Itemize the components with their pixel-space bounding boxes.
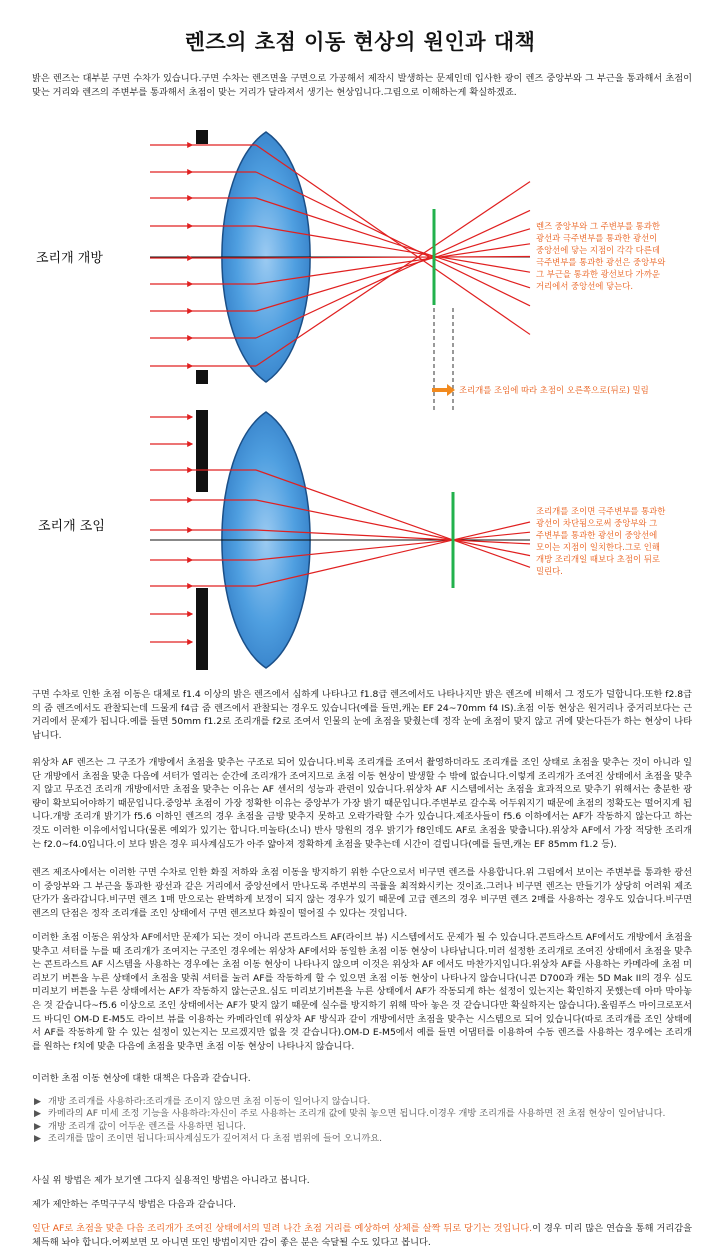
svg-text:광선과 극주변부를 통과한 광선이: 광선과 극주변부를 통과한 광선이 xyxy=(536,233,658,243)
remedy-list xyxy=(32,1096,692,1146)
list-item: ▶ 개방 조리개 값이 어두운 렌즈를 사용하면 됩니다. xyxy=(34,1120,246,1132)
paragraph-4: 이러한 초점 이동은 위상차 AF에서만 문제가 되는 것이 아니라 콘트라스트 AF(라이브 뷰) 시스템에서도 문제가 될 수 있습니다.콘트라스트 AF에서도 개방에서 초점을 맞추고 셔터를 누를 때 조리개가 조여지는 구조인 경우에는 위상차 AF에서와 동일한 초점 이동 현상이 나타납니다.미러 설정한 조리개로 조여진 상태에서 초점을 맞추는 콘트라스트 AF 시스템을 사용하는 경우에는 초점 이동 현상이 나타나지 않으며 이것은 위상차 AF 에서도 마찬가지입니다.위상차 AF를 사용하는 카메라에 초점 미리보기 버튼을 누른 상태에서 초점을 맞춰 셔터를 눌러 AF를 작동하게 할 수 있으면 초점 이동 현상이 나타나지 않습니다(니콘 D700과 캐논 5D Mak II의 경우 심도 미리보기 버튼을 누른 상태에서는 AF가 작동하지 않는군요.심도 미리보기버튼을 누른 상태에서 AF가 작동되게 하는 설정이 있는지는 확인하지 못했는데 아마 막아놓은 것 같습니다~f5.6 이상으로 조인 상태에서는 AF가 맞지 않기 때문에 실수를 방지하기 위해 막아 놓은 것 같습니다만 확실하지는 않습니다).올림푸스 마이크로포서드 바디인 OM-D E-M5도 라이브 뷰를 이용하는 카메라인데 위상차 AF 방식과 같이 개방에서만 초점을 맞추는 시스템으로 되어 있습니다(따로 조리개를 조인 상태에서 AF를 작동하게 할 수 있는 설정이 있는지는 모르겠지만 없을 것 같습니다).OM-D E-M5에서 예를 들면 어댑터를 이용하여 수동 렌즈를 사용하는 경우에는 조리개를 원하는 f치에 맞춘 다음에 초점을 맞추면 초점 이동 현상이 나타나지 않습니다. xyxy=(32,932,692,1052)
shift-arrow-head xyxy=(447,384,455,396)
paragraph-3: 렌즈 제조사에서는 이러한 구면 수차로 인한 화질 저하와 초점 이동을 방지하기 위한 수단으로서 비구면 렌즈를 사용합니다.위 그림에서 보이는 주변부를 통과한 광선이 중앙부와 그 부근을 통과한 광선과 같은 거리에서 중앙선에서 만나도록 주변부의 곡률을 최적화시키는 것이죠.그러나 비구면 렌즈는 만들기가 상당히 어려워 제조 단가가 올라갑니다.비구면 렌즈 1매 만으로는 완벽하게 보정이 되지 않는 경우가 있기 때문에 고급 렌즈의 경우 비구면 렌즈 2매를 사용하는 경우도 있습니다.비구면 렌즈의 단점은 정작 조리개를 조인 상태에서 구면 렌즈보다 화질이 떨어질 수 있다는 것입니다. xyxy=(32,867,692,919)
triangle-bullet-icon: ▶ xyxy=(34,1120,42,1132)
aperture-blade xyxy=(196,588,208,670)
aperture-open-diagram xyxy=(150,130,530,384)
open-label: 조리개 개방 xyxy=(36,251,103,266)
aperture-blade xyxy=(196,130,208,144)
page-title: 렌즈의 초점 이동 현상의 원인과 대책 xyxy=(184,30,536,54)
svg-text:렌즈 중앙부와 그 주변부를 통과한: 렌즈 중앙부와 그 주변부를 통과한 xyxy=(536,221,660,231)
shift-note: 조리개를 조임에 따라 초점이 오른쪽으로(뒤로) 밀림 xyxy=(459,385,649,395)
list-item: ▶ 조리개를 많이 조이면 됩니다:피사계심도가 깊어져서 다 초점 범위에 들어 오니까요. xyxy=(34,1133,383,1145)
intro-paragraph: 밝은 렌즈는 대부분 구면 수차가 있습니다.구면 수차는 렌즈면을 구면으로 가공해서 제작시 발생하는 문제인데 입사한 광이 렌즈 중앙부와 그 부근을 통과해서 초점이 맞는 거리와 렌즈의 주변부를 통과해서 초점이 맞는 거리가 달라져서 생기는 현상입니다.그림으로 이해하는게 확실하겠죠. xyxy=(32,73,692,98)
paragraph-2: 위상차 AF 렌즈는 그 구조가 개방에서 초점을 맞추는 구조로 되어 있습니다.비록 조리개를 조여서 촬영하더라도 조리개를 조인 상태로 초점을 맞추는 것이 아니라 일단 개방에서 초점을 맞춘 다음에 셔터가 열리는 순간에 조리개가 조여지므로 초점 이동 현상이 발생할 수 밖에 없습니다.이렇게 조리개가 조여진 상태에서 초점을 맞추지 않고 무조건 조리개 개방에서만 초점을 맞추는 이유는 AF 센서의 성능과 관련이 있습니다.위상차 AF 시스템에서는 초점을 효과적으로 맞추기 위해서는 충분한 광량이 확보되어야하기 때문입니다.중앙부 초점이 가장 정확한 이유는 중앙부가 가장 밝기 때문입니다.주변부로 갈수록 어두워지기 때문에 초점의 정확도는 떨어지게 됩니다.개방 조리개 밝기가 f5.6 이하인 렌즈의 경우 초점을 금방 맞추지 못하고 오락가락할 수가 있습니다.제조사들이 f5.6 이하에서는 AF가 작동하지 않는다고 하는 것도 이러한 이유에서입니다(물론 예외가 있기는 합니다.미놀타(소니) 반사 망원의 경우 밝기가 f8인데도 AF로 초점을 맞춥니다).위상차 AF에서 가장 적당한 조리개는 f2.0~f4.0입니다.이 보다 밝은 경우 피사계심도가 아주 얇아져 정확하게 초점을 맞추는데 시간이 걸립니다(예를 들면,캐논 EF 85mm f1.2 등). xyxy=(32,757,692,850)
closed-note xyxy=(536,506,666,576)
svg-text:개방 조리개일 때보다 초점이 뒤로: 개방 조리개일 때보다 초점이 뒤로 xyxy=(536,554,660,564)
aperture-blade xyxy=(196,410,208,492)
final-highlight: 일단 AF로 초점을 맞춘 다음 조리개가 조여진 상태에서의 밀려 나간 초점 거리를 예상하여 상체를 살짝 뒤로 당기는 것입니다. xyxy=(32,1223,533,1234)
triangle-bullet-icon: ▶ xyxy=(34,1108,42,1120)
svg-text:주변부를 통과한 광선이 중앙선에: 주변부를 통과한 광선이 중앙선에 xyxy=(536,530,658,540)
triangle-bullet-icon: ▶ xyxy=(34,1096,42,1107)
list-item: ▶ 카메라의 AF 미세 조정 기능을 사용하라:자신이 주로 사용하는 조리개 값에 맞춰 놓으면 됩니다.이경우 개방 조리개를 사용하면 전 초점 현상이 일어납니다. xyxy=(34,1108,666,1120)
svg-text:조리개를 조이면 극주변부를 통과한: 조리개를 조이면 극주변부를 통과한 xyxy=(536,506,666,516)
aperture-blade xyxy=(196,370,208,384)
final-rest: 이 경우 미리 많은 연습을 통해 거리감을 체득해 놔야 합니다.어찌보면 모 아니면 또인 방법이지만 감이 좋은 분은 숙달될 수도 있다고 봅니다. xyxy=(32,1223,692,1248)
outro-2: 제가 제안하는 주먹구구식 방법은 다음과 같습니다. xyxy=(32,1199,236,1210)
svg-text:밀린다.: 밀린다. xyxy=(536,566,563,576)
triangle-bullet-icon: ▶ xyxy=(34,1133,42,1145)
closed-label: 조리개 조임 xyxy=(38,519,105,534)
final-paragraph xyxy=(32,1222,692,1249)
list-item: ▶ 개방 조리개를 사용하라:조리개를 조이지 않으면 초점 이동이 일어나지 않습니다. xyxy=(34,1096,371,1107)
svg-text:광선이 차단됨으로써 중앙부와 그: 광선이 차단됨으로써 중앙부와 그 xyxy=(536,518,658,528)
svg-text:중앙선에 닿는 지점이 각각 다른데: 중앙선에 닿는 지점이 각각 다른데 xyxy=(536,245,660,255)
svg-text:거리에서 중앙선에 닿는다.: 거리에서 중앙선에 닿는다. xyxy=(536,281,633,291)
aperture-closed-diagram xyxy=(150,410,530,670)
paragraph-1: 구면 수차로 인한 초점 이동은 대체로 f1.4 이상의 밝은 렌즈에서 심하게 나타나고 f1.8급 렌즈에서도 나타나지만 밝은 렌즈에 비해서 그 정도가 덜합니다.또한 f2.8급의 줌 렌즈에서도 관찰되는데 드물게 f4급 줌 렌즈에서 관찰되는 경우도 있습니다(예를 들면,캐논 EF 24~70mm f4 IS).초점 이동 현상은 원거리나 중거리보다는 근거리에서 문제가 됩니다.예를 들면 50mm f1.2로 조리개를 f2로 조여서 인물의 눈에 초점을 맞췄는데 정작 눈에 초점이 맞지 않고 귀에 맞는다든가 하는 현상이 나타납니다. xyxy=(32,689,692,741)
svg-text:그 부근을 통과한 광선보다 가까운: 그 부근을 통과한 광선보다 가까운 xyxy=(536,269,660,279)
svg-text:모이는 지점이 일치한다.그로 인해: 모이는 지점이 일치한다.그로 인해 xyxy=(536,542,660,552)
outro-1: 사실 위 방법은 제가 보기엔 그다지 실용적인 방법은 아니라고 봅니다. xyxy=(32,1175,310,1186)
remedy-intro: 이러한 초점 이동 현상에 대한 대책은 다음과 같습니다. xyxy=(32,1073,251,1084)
svg-text:극주변부를 통과한 광선은 중앙부와: 극주변부를 통과한 광선은 중앙부와 xyxy=(536,257,666,267)
open-note xyxy=(536,221,666,291)
